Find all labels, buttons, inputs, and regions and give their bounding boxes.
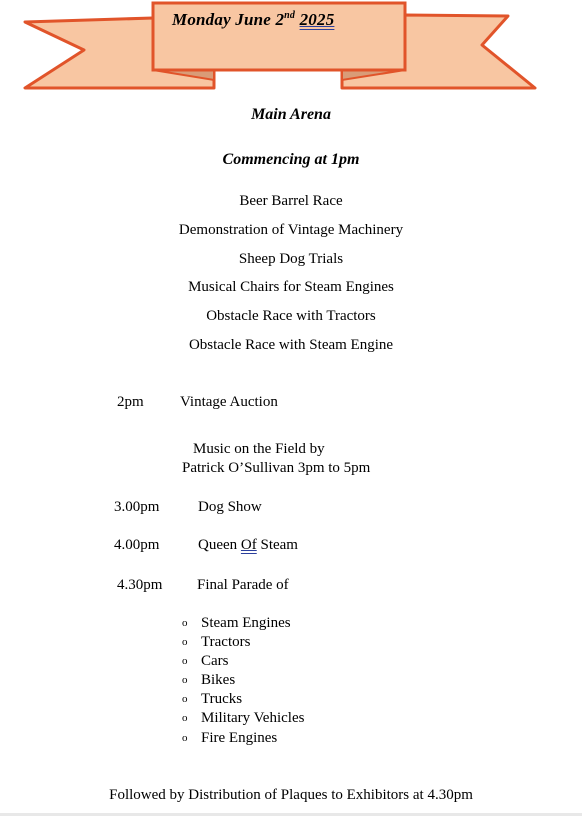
music-line-1: Music on the Field by xyxy=(193,441,325,457)
schedule-label-post: Steam xyxy=(256,537,298,553)
parade-item: o Cars xyxy=(182,653,229,670)
date-main: Monday June 2 xyxy=(172,10,285,29)
schedule-time: 4.00pm xyxy=(114,537,160,553)
schedule-label: Dog Show xyxy=(198,499,262,515)
auction-time: 2pm xyxy=(117,394,144,410)
parade-item: o Fire Engines xyxy=(182,729,278,746)
schedule-label xyxy=(198,537,298,554)
parade-item: o Bikes xyxy=(182,672,236,689)
auction-label: Vintage Auction xyxy=(180,394,278,410)
parade-item: o Trucks xyxy=(182,691,243,708)
bullet-icon: o xyxy=(182,617,188,629)
schedule-time: 4.30pm xyxy=(117,577,163,593)
event-item: Obstacle Race with Steam Engine xyxy=(188,337,394,353)
parade-list xyxy=(182,614,304,748)
parade-item: o Military Vehicles xyxy=(182,710,305,727)
event-item: Beer Barrel Race xyxy=(239,193,343,209)
bullet-icon: o xyxy=(182,712,188,725)
schedule-label-pre: Queen xyxy=(198,537,241,553)
commencing-subheading: Commencing at 1pm xyxy=(222,151,360,168)
schedule-label-of: Of xyxy=(240,537,257,553)
event-item: Sheep Dog Trials xyxy=(238,251,344,267)
bullet-icon: o xyxy=(182,655,188,668)
music-line-2: Patrick O’Sullivan 3pm to 5pm xyxy=(182,460,371,476)
bullet-icon: o xyxy=(182,693,188,706)
schedule-time: 3.00pm xyxy=(114,499,160,515)
event-item: Obstacle Race with Tractors xyxy=(206,308,376,324)
parade-item: o Tractors xyxy=(182,634,251,651)
footer-note: Followed by Distribution of Plaques to Exhibitors at 4.30pm xyxy=(109,787,473,803)
date-year: 2025 xyxy=(299,10,335,29)
bullet-icon: o xyxy=(182,636,188,649)
event-item: Demonstration of Vintage Machinery xyxy=(178,222,404,238)
bullet-icon: o xyxy=(182,674,188,687)
event-item: Musical Chairs for Steam Engines xyxy=(188,279,394,295)
schedule-label: Final Parade of xyxy=(197,577,289,593)
parade-item: o Steam Engines xyxy=(182,615,291,631)
bullet-icon: o xyxy=(182,731,188,744)
main-arena-heading: Main Arena xyxy=(251,106,331,123)
date-title xyxy=(172,10,334,30)
date-ordinal: nd xyxy=(284,10,296,21)
